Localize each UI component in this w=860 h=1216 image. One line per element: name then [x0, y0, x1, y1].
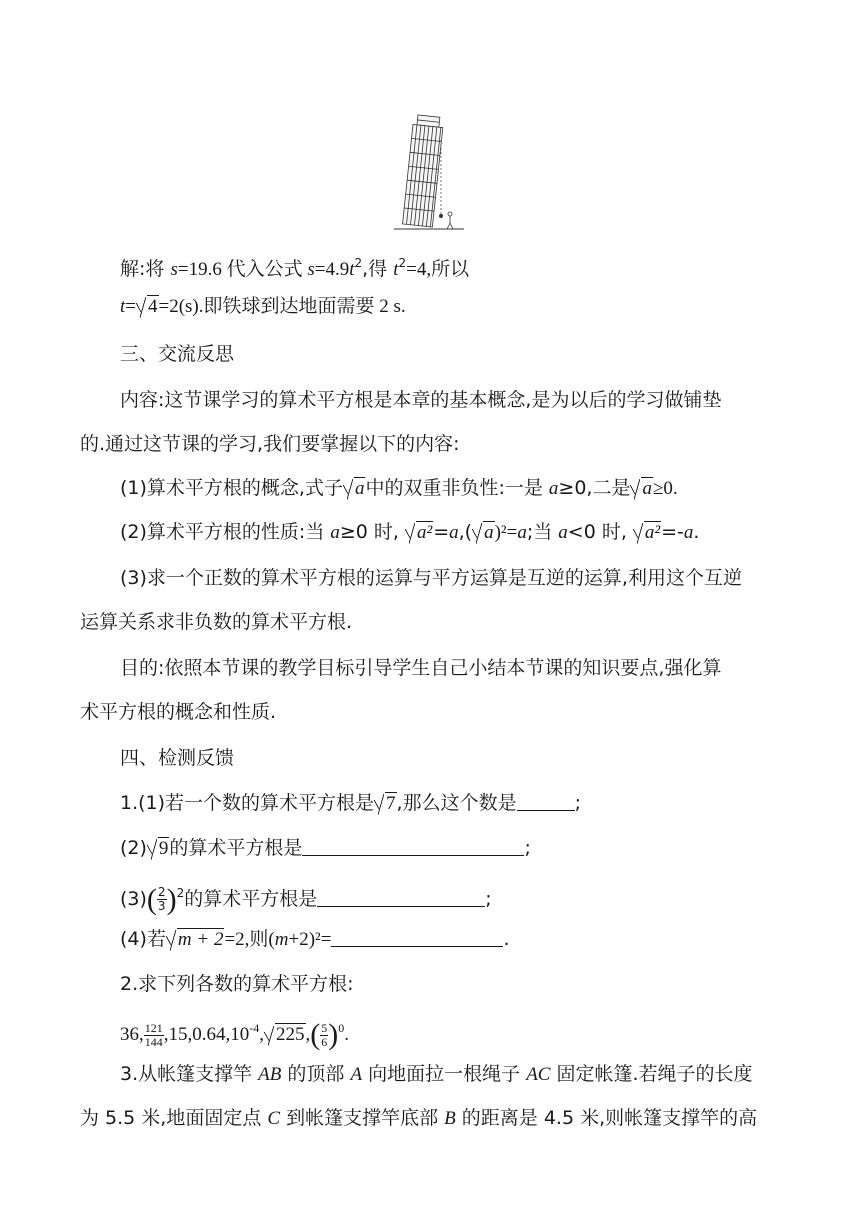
sqrt-symbol: a: [630, 475, 653, 502]
goal-paragraph-cont: 术平方根的概念和性质.: [80, 701, 277, 723]
sqrt-symbol: a²: [633, 519, 661, 546]
exercise-1-2: (2) 9的算术平方根是 ;: [120, 835, 531, 862]
sqrt-symbol: m + 2: [166, 926, 225, 953]
fraction: $\frac{121}{144}$: [144, 1021, 163, 1050]
answer-blank[interactable]: [517, 792, 575, 811]
answer-blank[interactable]: [317, 888, 485, 907]
exercise-1-4: (4)若 m + 2=2,则(m+2)²= .: [120, 926, 510, 953]
content-paragraph-cont: 的.通过这节课的学习,我们要掌握以下的内容:: [80, 433, 460, 455]
answer-blank[interactable]: [331, 928, 503, 947]
content-paragraph: 内容:这节课学习的算术平方根是本章的基本概念,是为以后的学习做铺垫: [120, 389, 722, 411]
exercise-3-line-1: 3.从帐篷支撑竿 AB 的顶部 A 向地面拉一根绳子 AC 固定帐篷.若绳子的长度: [120, 1063, 753, 1085]
sqrt-symbol: 9: [147, 835, 170, 862]
answer-blank[interactable]: [302, 837, 524, 856]
exercise-1-1: 1.(1)若一个数的算术平方根是 7,那么这个数是 ;: [120, 790, 581, 817]
sqrt-symbol: 225: [264, 1022, 306, 1048]
exercise-3-line-2: 为 5.5 米,地面固定点 C 到帐篷支撑竿底部 B 的距离是 4.5 米,则帐篷支撑竿的高: [80, 1107, 758, 1129]
fraction: $\frac{5}{6}$: [321, 1021, 328, 1050]
exercise-1-3: (3)( $\frac{2}{3}$ )$^2$的算术平方根是 ;: [120, 883, 492, 916]
section-4-heading: 四、检测反馈: [120, 747, 235, 769]
content-item-1: (1)算术平方根的概念,式子 a中的双重非负性:一是 a≥0,二是 a≥0.: [120, 475, 678, 502]
section-3-heading: 三、交流反思: [120, 343, 235, 365]
exercise-2-numbers: 36, $\frac{121}{144}$ $,15,0.64,10^{-4}$, 225,( $\frac{5}{6}$ )$^0$.: [120, 1018, 349, 1051]
exercise-2-prompt: 2.求下列各数的算术平方根:: [120, 973, 354, 995]
sqrt-symbol: 7: [374, 790, 397, 817]
solution-line-2: t= 4=2(s).即铁球到达地面需要 2 s.: [120, 293, 406, 320]
content-item-3-cont: 运算关系求非负数的算术平方根.: [80, 611, 353, 633]
sqrt-symbol: a: [472, 519, 495, 546]
solution-line-1: 解:将 s=19.6 代入公式 $s=4.9t^2$,得 $t^2=4$,所以: [120, 256, 470, 280]
sqrt-symbol: a: [343, 475, 366, 502]
sqrt-symbol: 4: [136, 293, 159, 320]
content-item-2: (2)算术平方根的性质:当 a≥0 时, a²=a,( a)²=a;当 a<0 时, a²=-a.: [120, 519, 699, 546]
goal-paragraph: 目的:依照本节课的教学目标引导学生自己小结本节课的知识要点,强化算: [120, 657, 722, 679]
fraction: $\frac{2}{3}$: [157, 885, 166, 913]
leaning-tower-illustration: [392, 110, 467, 232]
content-item-3: (3)求一个正数的算术平方根的运算与平方运算是互逆的运算,利用这个互逆: [120, 567, 742, 589]
sqrt-symbol: a²: [405, 519, 433, 546]
